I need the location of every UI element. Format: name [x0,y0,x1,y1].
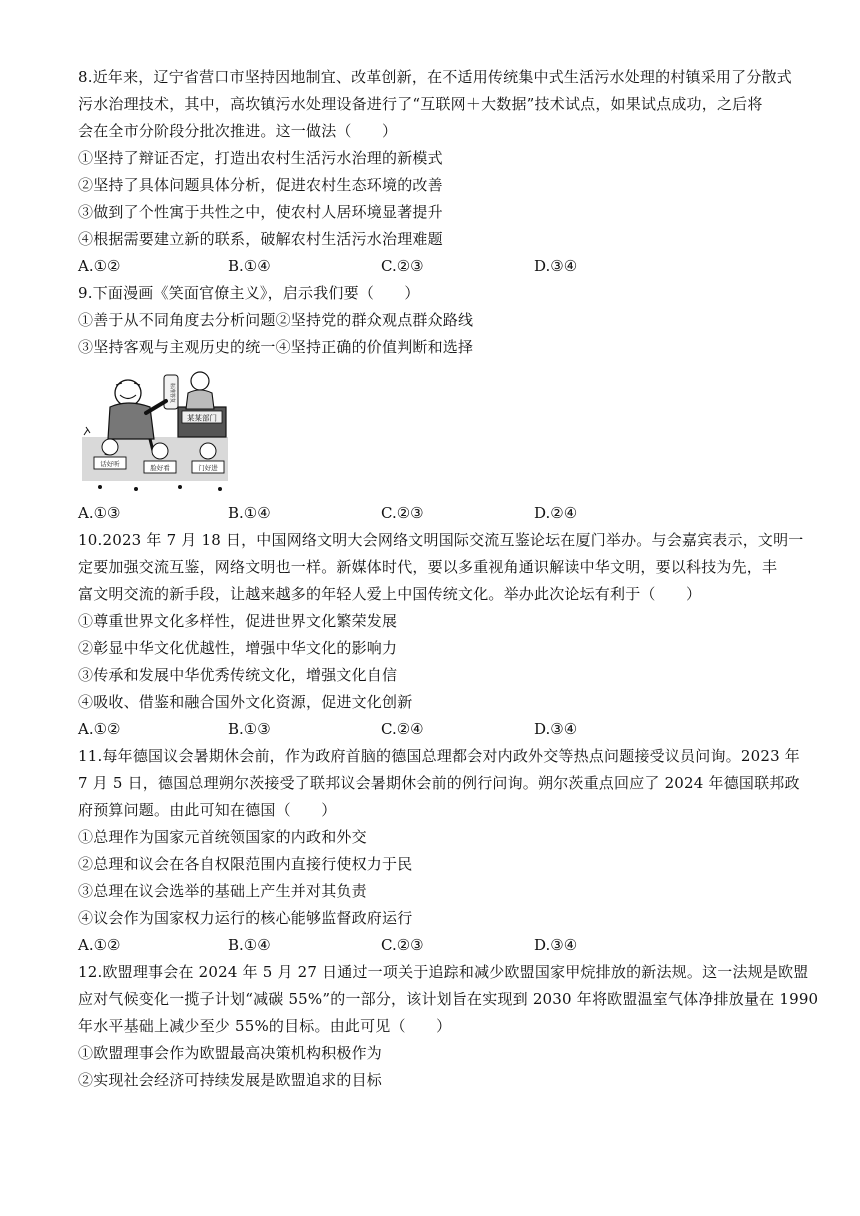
q10-item-4: ④吸收、借鉴和融合国外文化资源，促进文化创新 [78,693,413,711]
q12-stem-line-2: 应对气候变化一揽子计划“减碳 55%”的一部分，该计划旨在实现到 2030 年将欧盟温室气体净排放量在 1990 [78,990,819,1008]
q11-item-4: ④议会作为国家权力运行的核心能够监督政府运行 [78,909,413,927]
q10-option-b[interactable]: B.①③ [228,720,271,738]
q8-option-a[interactable]: A.①② [78,257,121,275]
q8-option-d[interactable]: D.③④ [534,257,578,275]
q10-option-c[interactable]: C.②④ [381,720,424,738]
q10-stem-line-2: 定要加强交流互鉴，网络文明也一样。新媒体时代，要以多重视角通识解读中华文明，要以科技为先，丰 [78,558,778,576]
q11-item-1: ①总理作为国家元首统领国家的内政和外交 [78,828,367,846]
q10-stem-line-1: 10.2023 年 7 月 18 日，中国网络文明大会网络文明国际交流互鉴论坛在厦门举办。与会嘉宾表示，文明一 [78,531,804,549]
q9-item-line-1: ①善于从不同角度去分析问题②坚持党的群众观点群众路线 [78,311,474,329]
q11-option-b[interactable]: B.①④ [228,936,271,954]
q11-options [78,935,798,955]
cartoon-banner-right: 门好进 [198,464,218,472]
q11-option-c[interactable]: C.②③ [381,936,424,954]
q8-option-b[interactable]: B.①④ [228,257,271,275]
q10-option-d[interactable]: D.③④ [534,720,578,738]
q9-stem-line-1: 9.下面漫画《笑面官僚主义》，启示我们要（ ） [78,284,420,302]
q10-item-3: ③传承和发展中华优秀传统文化，增强文化自信 [78,666,398,684]
cartoon-banner-left: 话好听 [100,460,120,468]
q12-stem-line-3: 年水平基础上减少至少 55%的目标。由此可见（ ） [78,1017,452,1035]
q11-stem-line-3: 府预算问题。由此可知在德国（ ） [78,801,337,819]
q9-options [78,503,798,523]
q8-item-1: ①坚持了辩证否定，打造出农村生活污水治理的新模式 [78,149,443,167]
cartoon-sign-text: 某某部门 [187,413,217,423]
q8-item-2: ②坚持了具体问题具体分析，促进农村生态环境的改善 [78,176,443,194]
cartoon-banner-middle: 脸好看 [150,464,170,472]
q9-option-d[interactable]: D.②④ [534,504,578,522]
q8-stem-line-2: 污水治理技术，其中，高坎镇污水处理设备进行了“互联网＋大数据”技术试点，如果试点成功，之后将 [78,95,763,113]
q12-stem-line-1: 12.欧盟理事会在 2024 年 5 月 27 日通过一项关于追踪和减少欧盟国家甲烷排放的新法规。这一法规是欧盟 [78,963,809,981]
q9-item-line-2: ③坚持客观与主观历史的统一④坚持正确的价值判断和选择 [78,338,474,356]
q9-option-a[interactable]: A.①③ [78,504,121,522]
q11-stem-line-2: 7 月 5 日，德国总理朔尔茨接受了联邦议会暑期休会前的例行问询。朔尔茨重点回应了 2024 年德国联邦政 [78,774,800,792]
q8-stem-line-1: 8.近年来，辽宁省营口市坚持因地制宜、改革创新，在不适用传统集中式生活污水处理的村镇采用了分散式 [78,68,792,86]
q9-option-c[interactable]: C.②③ [381,504,424,522]
q11-item-2: ②总理和议会在各自权限范围内直接行使权力于民 [78,855,413,873]
bureaucracy-cartoon-image [80,367,230,495]
q9-option-b[interactable]: B.①④ [228,504,271,522]
q11-option-d[interactable]: D.③④ [534,936,578,954]
q10-item-2: ②彰显中华文化优越性，增强中华文化的影响力 [78,639,398,657]
q11-stem-line-1: 11.每年德国议会暑期休会前，作为政府首脑的德国总理都会对内政外交等热点问题接受议员问询。2023 年 [78,747,801,765]
q8-item-3: ③做到了个性寓于共性之中，使农村人居环境显著提升 [78,203,443,221]
q11-option-a[interactable]: A.①② [78,936,121,954]
q10-item-1: ①尊重世界文化多样性，促进世界文化繁荣发展 [78,612,398,630]
q8-item-4: ④根据需要建立新的联系，破解农村生活污水治理难题 [78,230,443,248]
cartoon-scroll-text: 标准答复 [169,382,175,404]
q12-item-1: ①欧盟理事会作为欧盟最高决策机构积极作为 [78,1044,383,1062]
q8-option-c[interactable]: C.②③ [381,257,424,275]
q11-item-3: ③总理在议会选举的基础上产生并对其负责 [78,882,367,900]
q10-option-a[interactable]: A.①② [78,720,121,738]
q10-stem-line-3: 富文明交流的新手段，让越来越多的年轻人爱上中国传统文化。举办此次论坛有利于（ ） [78,585,702,603]
q10-options [78,719,798,739]
q8-options [78,256,798,276]
q12-item-2: ②实现社会经济可持续发展是欧盟追求的目标 [78,1071,383,1089]
q8-stem-line-3: 会在全市分阶段分批次推进。这一做法（ ） [78,122,398,140]
